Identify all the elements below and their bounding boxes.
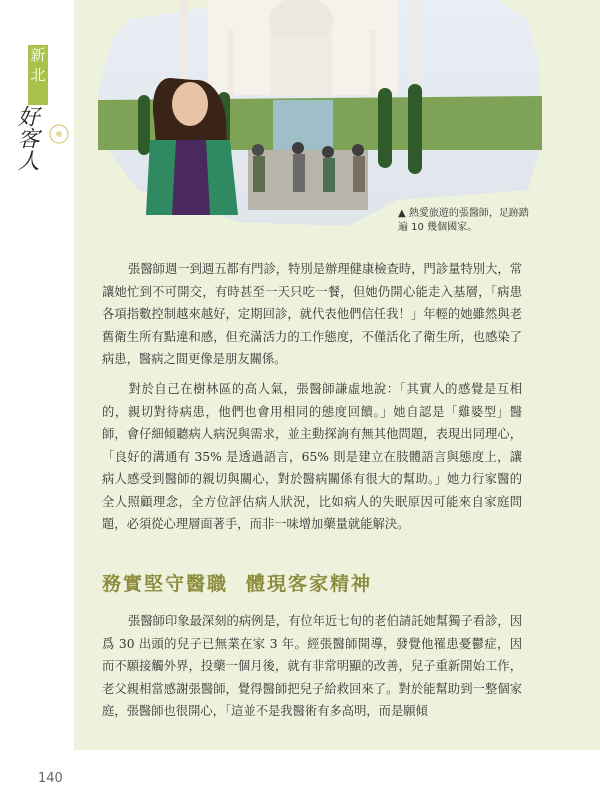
- paragraph-2: [102, 378, 522, 536]
- flower-icon: [48, 123, 70, 145]
- paragraph-1-text: 張醫師週一到週五都有門診，特別是辦理健康檢查時，門診量特別大，常讓她忙到不可開交，有時甚至一天只吃一餐，但她仍開心能走入基層，「病患各項指數控制越來越好，定期回診，就代表他們信任我！」年輕的她雖然與老舊衛生所有點違和感，但充滿活力的工作態度，不僅活化了衛生所，也感染了病患，醫病之間更像是朋友關係。: [102, 262, 522, 366]
- paragraph-3: [102, 610, 522, 723]
- photo-caption: ▲ 熱愛旅遊的張醫師，足跡踏遍 10 幾個國家。: [398, 208, 529, 233]
- page-number: 140: [38, 771, 63, 786]
- heading-part-2: 體現客家精神: [246, 573, 373, 595]
- paragraph-3-text: 張醫師印象最深刻的病例是，有位年近七旬的老伯請託她幫獨子看診，因爲 30 出頭的兒子已無業在家 3 年。經張醫師開導，發覺他罹患憂鬱症，因而不願接觸外界，投藥一個月後，就有非常明顯的改善，兒子重新開始工作，老父親相當感謝張醫師，覺得醫師把兒子給救回來了。對於能幫助到一整個家庭，張醫師也很開心，「這並不是我醫術有多高明，而是願傾: [102, 614, 522, 718]
- paragraph-1: [102, 258, 522, 371]
- logo-script: 好客人: [14, 105, 39, 171]
- magazine-logo: [8, 45, 68, 175]
- photo-illustration: [98, 0, 542, 236]
- travel-photo: [98, 0, 542, 236]
- logo-box: 新北: [28, 45, 48, 105]
- section-heading: [102, 569, 372, 596]
- paragraph-2-text: 對於自己在樹林區的高人氣，張醫師謙虛地說：「其實人的感覺是互相的，親切對待病患，他們也會用相同的態度回饋。」她自認是「雞婆型」醫師，會仔細傾聽病人病況與需求，並主動探詢有無其他問題，表現出同理心，「良好的溝通有 35% 是透過語言，65% 則是建立在肢體語言與態度上，讓病人感受到醫師的親切與關心，對於醫病關係有很大的幫助。」她力行家醫的全人照顧理念，全方位評估病人狀況，比如病人的失眠原因可能來自家庭問題，必須從心理層面著手，而非一味增加藥量就能解決。: [102, 382, 522, 531]
- heading-part-1: 務實堅守醫職: [102, 573, 229, 595]
